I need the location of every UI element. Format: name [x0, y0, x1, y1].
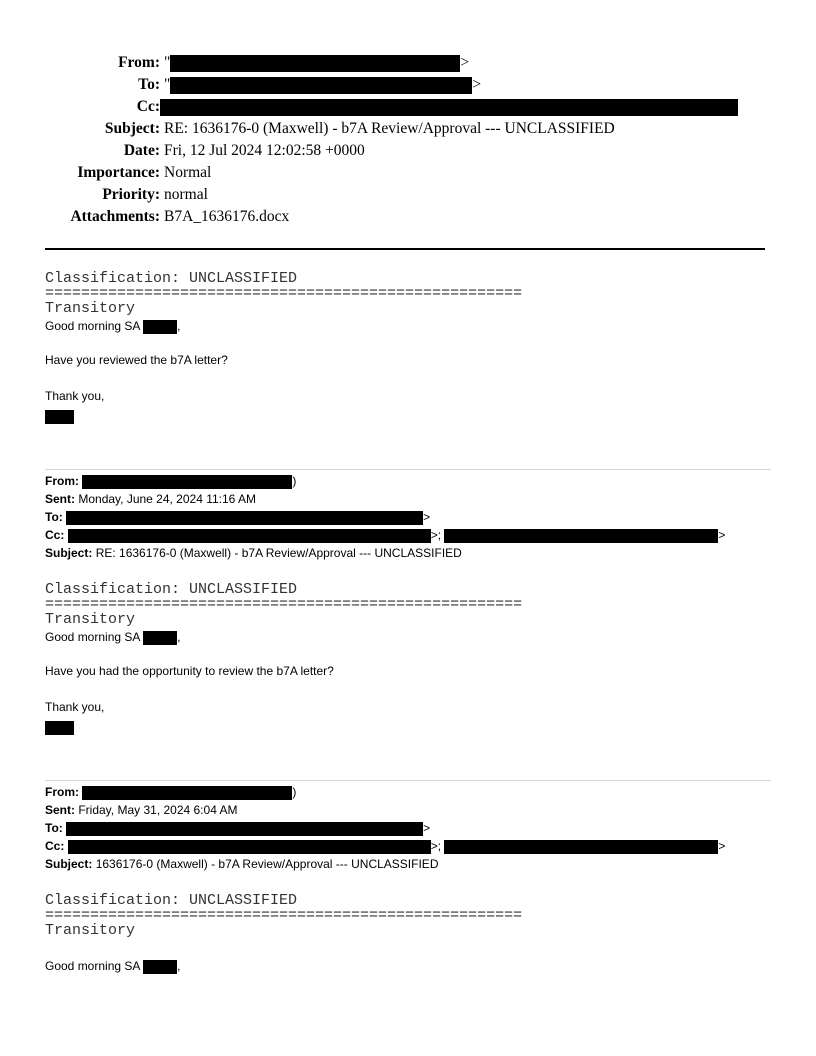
closing-text: Thank you,: [45, 389, 105, 403]
attachment-link[interactable]: B7A_1636176.docx: [164, 208, 290, 225]
message-body-1: [45, 270, 522, 426]
fwd-sent-row: [45, 491, 725, 509]
date-label: Date:: [123, 142, 160, 159]
header-importance-row: [0, 162, 800, 184]
greeting-comma: ,: [177, 319, 181, 333]
importance-label: Importance:: [77, 164, 160, 181]
fwd-from-paren: ): [292, 785, 297, 799]
fwd-subject-value: 1636176-0 (Maxwell) - b7A Review/Approval --- UNCLASSIFIED: [95, 857, 439, 871]
fwd-to-bracket: >: [423, 821, 431, 835]
to-quote: ": [164, 76, 171, 93]
classification-line: Classification: UNCLASSIFIED: [45, 270, 298, 287]
redaction-block: [82, 475, 292, 489]
redaction-block: [444, 529, 718, 543]
classification-line: Classification: UNCLASSIFIED: [45, 581, 298, 598]
priority-value: normal: [164, 186, 208, 203]
fwd-from-label: From:: [45, 474, 79, 488]
greeting-text: Good morning SA: [45, 959, 140, 973]
fwd-sent-row: [45, 802, 725, 820]
header-date-row: [0, 140, 800, 162]
separator-line: =====================================================: [45, 288, 523, 300]
date-value: Fri, 12 Jul 2024 12:02:58 +0000: [164, 142, 365, 159]
header-priority-row: [0, 184, 800, 206]
header-cc-row: [0, 96, 800, 118]
fwd-subject-row: [45, 545, 725, 563]
message-separator: [45, 469, 771, 470]
header-to-row: [0, 74, 800, 96]
subject-label: Subject:: [104, 120, 160, 137]
fwd-sent-value: Monday, June 24, 2024 11:16 AM: [78, 492, 257, 506]
greeting-comma: ,: [177, 959, 181, 973]
fwd-cc-row: [45, 838, 725, 856]
signature-redaction: [45, 410, 74, 424]
redaction-block: [66, 822, 423, 836]
fwd-from-paren: ): [292, 474, 297, 488]
redaction-block: [160, 99, 738, 116]
attachments-label: Attachments:: [70, 208, 160, 225]
transitory-line: Transitory: [45, 300, 136, 317]
priority-label: Priority:: [102, 186, 160, 203]
importance-value: Normal: [164, 164, 212, 181]
redaction-block: [68, 529, 431, 543]
header-from-row: [0, 52, 800, 74]
header-attachments-row: [0, 206, 800, 228]
redaction-block: [143, 320, 177, 334]
fwd-sent-label: Sent:: [45, 803, 75, 817]
header-divider: [45, 248, 765, 250]
classification-line: Classification: UNCLASSIFIED: [45, 892, 298, 909]
body-text: Have you reviewed the b7A letter?: [45, 353, 228, 367]
redaction-block: [143, 631, 177, 645]
from-quote: ": [164, 54, 171, 71]
forwarded-header-3: [45, 784, 725, 874]
fwd-cc-label: Cc:: [45, 528, 65, 542]
greeting-text: Good morning SA: [45, 630, 140, 644]
fwd-to-label: To:: [45, 821, 63, 835]
header-subject-row: [0, 118, 800, 140]
cc-label: Cc:: [136, 98, 160, 115]
redaction-block: [170, 55, 460, 72]
body-text: Have you had the opportunity to review the b7A letter?: [45, 664, 334, 678]
message-body-2: [45, 581, 522, 737]
closing-text: Thank you,: [45, 700, 105, 714]
redaction-block: [170, 77, 472, 94]
fwd-subject-row: [45, 856, 725, 874]
fwd-to-row: [45, 820, 725, 838]
fwd-cc-bracket: >: [718, 839, 726, 853]
separator-line: =====================================================: [45, 599, 523, 611]
fwd-to-row: [45, 509, 725, 527]
message-body-3: [45, 892, 522, 974]
message-separator: [45, 780, 771, 781]
fwd-to-bracket: >: [423, 510, 431, 524]
fwd-subject-label: Subject:: [45, 857, 93, 871]
fwd-from-row: [45, 784, 725, 802]
redaction-block: [444, 840, 718, 854]
fwd-cc-row: [45, 527, 725, 545]
redaction-block: [68, 840, 431, 854]
greeting-line: [45, 958, 522, 974]
transitory-line: Transitory: [45, 922, 136, 939]
fwd-sent-value: Friday, May 31, 2024 6:04 AM: [78, 803, 238, 817]
from-bracket: >: [460, 54, 470, 71]
to-label: To:: [138, 76, 160, 93]
to-bracket: >: [472, 76, 482, 93]
fwd-subject-value: RE: 1636176-0 (Maxwell) - b7A Review/Approval --- UNCLASSIFIED: [95, 546, 462, 560]
separator-line: =====================================================: [45, 910, 523, 922]
email-header: [0, 52, 800, 228]
fwd-to-label: To:: [45, 510, 63, 524]
transitory-line: Transitory: [45, 611, 136, 628]
signature-redaction: [45, 721, 74, 735]
fwd-from-row: [45, 473, 725, 491]
redaction-block: [82, 786, 292, 800]
greeting-comma: ,: [177, 630, 181, 644]
fwd-subject-label: Subject:: [45, 546, 93, 560]
subject-value: RE: 1636176-0 (Maxwell) - b7A Review/Approval --- UNCLASSIFIED: [164, 120, 615, 137]
fwd-cc-separator: >;: [430, 528, 442, 542]
forwarded-header-2: [45, 473, 725, 563]
fwd-cc-separator: >;: [430, 839, 442, 853]
fwd-sent-label: Sent:: [45, 492, 75, 506]
redaction-block: [66, 511, 423, 525]
fwd-cc-bracket: >: [718, 528, 726, 542]
greeting-line: [45, 318, 522, 334]
redaction-block: [143, 960, 177, 974]
fwd-cc-label: Cc:: [45, 839, 65, 853]
from-label: From:: [118, 54, 160, 71]
greeting-text: Good morning SA: [45, 319, 140, 333]
fwd-from-label: From:: [45, 785, 79, 799]
greeting-line: [45, 629, 522, 645]
